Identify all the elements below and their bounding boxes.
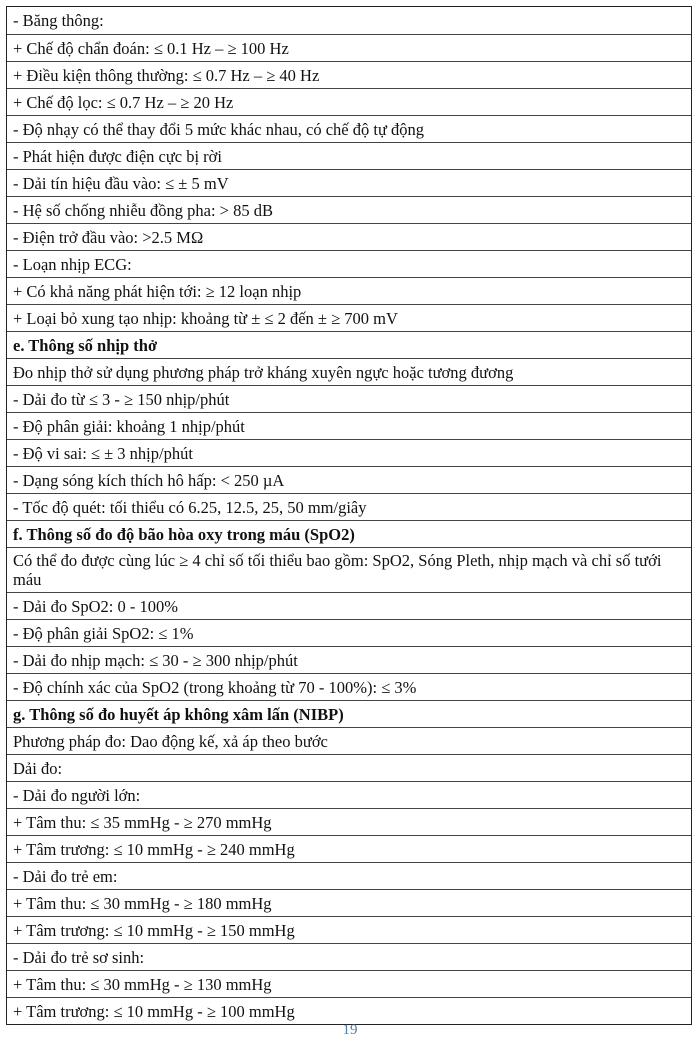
table-row: + Tâm trương: ≤ 10 mmHg - ≥ 100 mmHg bbox=[7, 997, 691, 1024]
table-row: - Loạn nhịp ECG: bbox=[7, 250, 691, 277]
table-row: + Chế độ chẩn đoán: ≤ 0.1 Hz – ≥ 100 Hz bbox=[7, 34, 691, 61]
table-row: - Dải đo trẻ em: bbox=[7, 862, 691, 889]
table-row: Dải đo: bbox=[7, 754, 691, 781]
table-row: - Tốc độ quét: tối thiểu có 6.25, 12.5, 25, 50 mm/giây bbox=[7, 493, 691, 520]
table-row: - Dải đo người lớn: bbox=[7, 781, 691, 808]
table-row: + Điều kiện thông thường: ≤ 0.7 Hz – ≥ 40 Hz bbox=[7, 61, 691, 88]
table-row: + Tâm thu: ≤ 30 mmHg - ≥ 180 mmHg bbox=[7, 889, 691, 916]
table-row: - Độ phân giải SpO2: ≤ 1% bbox=[7, 619, 691, 646]
spec-table bbox=[6, 6, 692, 1025]
table-row: - Độ phân giải: khoảng 1 nhịp/phút bbox=[7, 412, 691, 439]
table-row: Đo nhịp thở sử dụng phương pháp trở kháng xuyên ngực hoặc tương đương bbox=[7, 358, 691, 385]
table-row: - Băng thông: bbox=[13, 11, 104, 30]
table-row: - Độ chính xác của SpO2 (trong khoảng từ 70 - 100%): ≤ 3% bbox=[7, 673, 691, 700]
table-row: + Tâm trương: ≤ 10 mmHg - ≥ 240 mmHg bbox=[7, 835, 691, 862]
table-row: + Tâm trương: ≤ 10 mmHg - ≥ 150 mmHg bbox=[7, 916, 691, 943]
table-row: - Điện trở đầu vào: >2.5 MΩ bbox=[7, 223, 691, 250]
section-heading: f. Thông số đo độ bão hòa oxy trong máu (SpO2) bbox=[7, 520, 691, 547]
table-row: + Tâm thu: ≤ 35 mmHg - ≥ 270 mmHg bbox=[7, 808, 691, 835]
table-row: - Dải đo SpO2: 0 - 100% bbox=[7, 592, 691, 619]
table-row: - Độ vi sai: ≤ ± 3 nhịp/phút bbox=[7, 439, 691, 466]
table-row: - Dải tín hiệu đầu vào: ≤ ± 5 mV bbox=[7, 169, 691, 196]
section-heading: g. Thông số đo huyết áp không xâm lấn (NIBP) bbox=[7, 700, 691, 727]
table-row: - Dải đo từ ≤ 3 - ≥ 150 nhịp/phút bbox=[7, 385, 691, 412]
table-row: + Loại bỏ xung tạo nhịp: khoảng từ ± ≤ 2 đến ± ≥ 700 mV bbox=[7, 304, 691, 331]
table-row: - Dải đo nhịp mạch: ≤ 30 - ≥ 300 nhịp/phút bbox=[7, 646, 691, 673]
table-row: + Có khả năng phát hiện tới: ≥ 12 loạn nhịp bbox=[7, 277, 691, 304]
section-heading: e. Thông số nhịp thở bbox=[7, 331, 691, 358]
table-row: + Tâm thu: ≤ 30 mmHg - ≥ 130 mmHg bbox=[7, 970, 691, 997]
table-row: + Chế độ lọc: ≤ 0.7 Hz – ≥ 20 Hz bbox=[7, 88, 691, 115]
table-row: - Dạng sóng kích thích hô hấp: < 250 µA bbox=[7, 466, 691, 493]
table-row: Phương pháp đo: Dao động kế, xả áp theo bước bbox=[7, 727, 691, 754]
table-row: - Dải đo trẻ sơ sinh: bbox=[7, 943, 691, 970]
table-row: - Hệ số chống nhiễu đồng pha: > 85 dB bbox=[7, 196, 691, 223]
table-row: Có thể đo được cùng lúc ≥ 4 chỉ số tối thiểu bao gồm: SpO2, Sóng Pleth, nhịp mạch và chỉ số tưới máu bbox=[7, 547, 691, 592]
page-number: 19 bbox=[342, 1022, 358, 1038]
table-row: - Độ nhạy có thể thay đổi 5 mức khác nhau, có chế độ tự động bbox=[7, 115, 691, 142]
table-row: - Phát hiện được điện cực bị rời bbox=[7, 142, 691, 169]
